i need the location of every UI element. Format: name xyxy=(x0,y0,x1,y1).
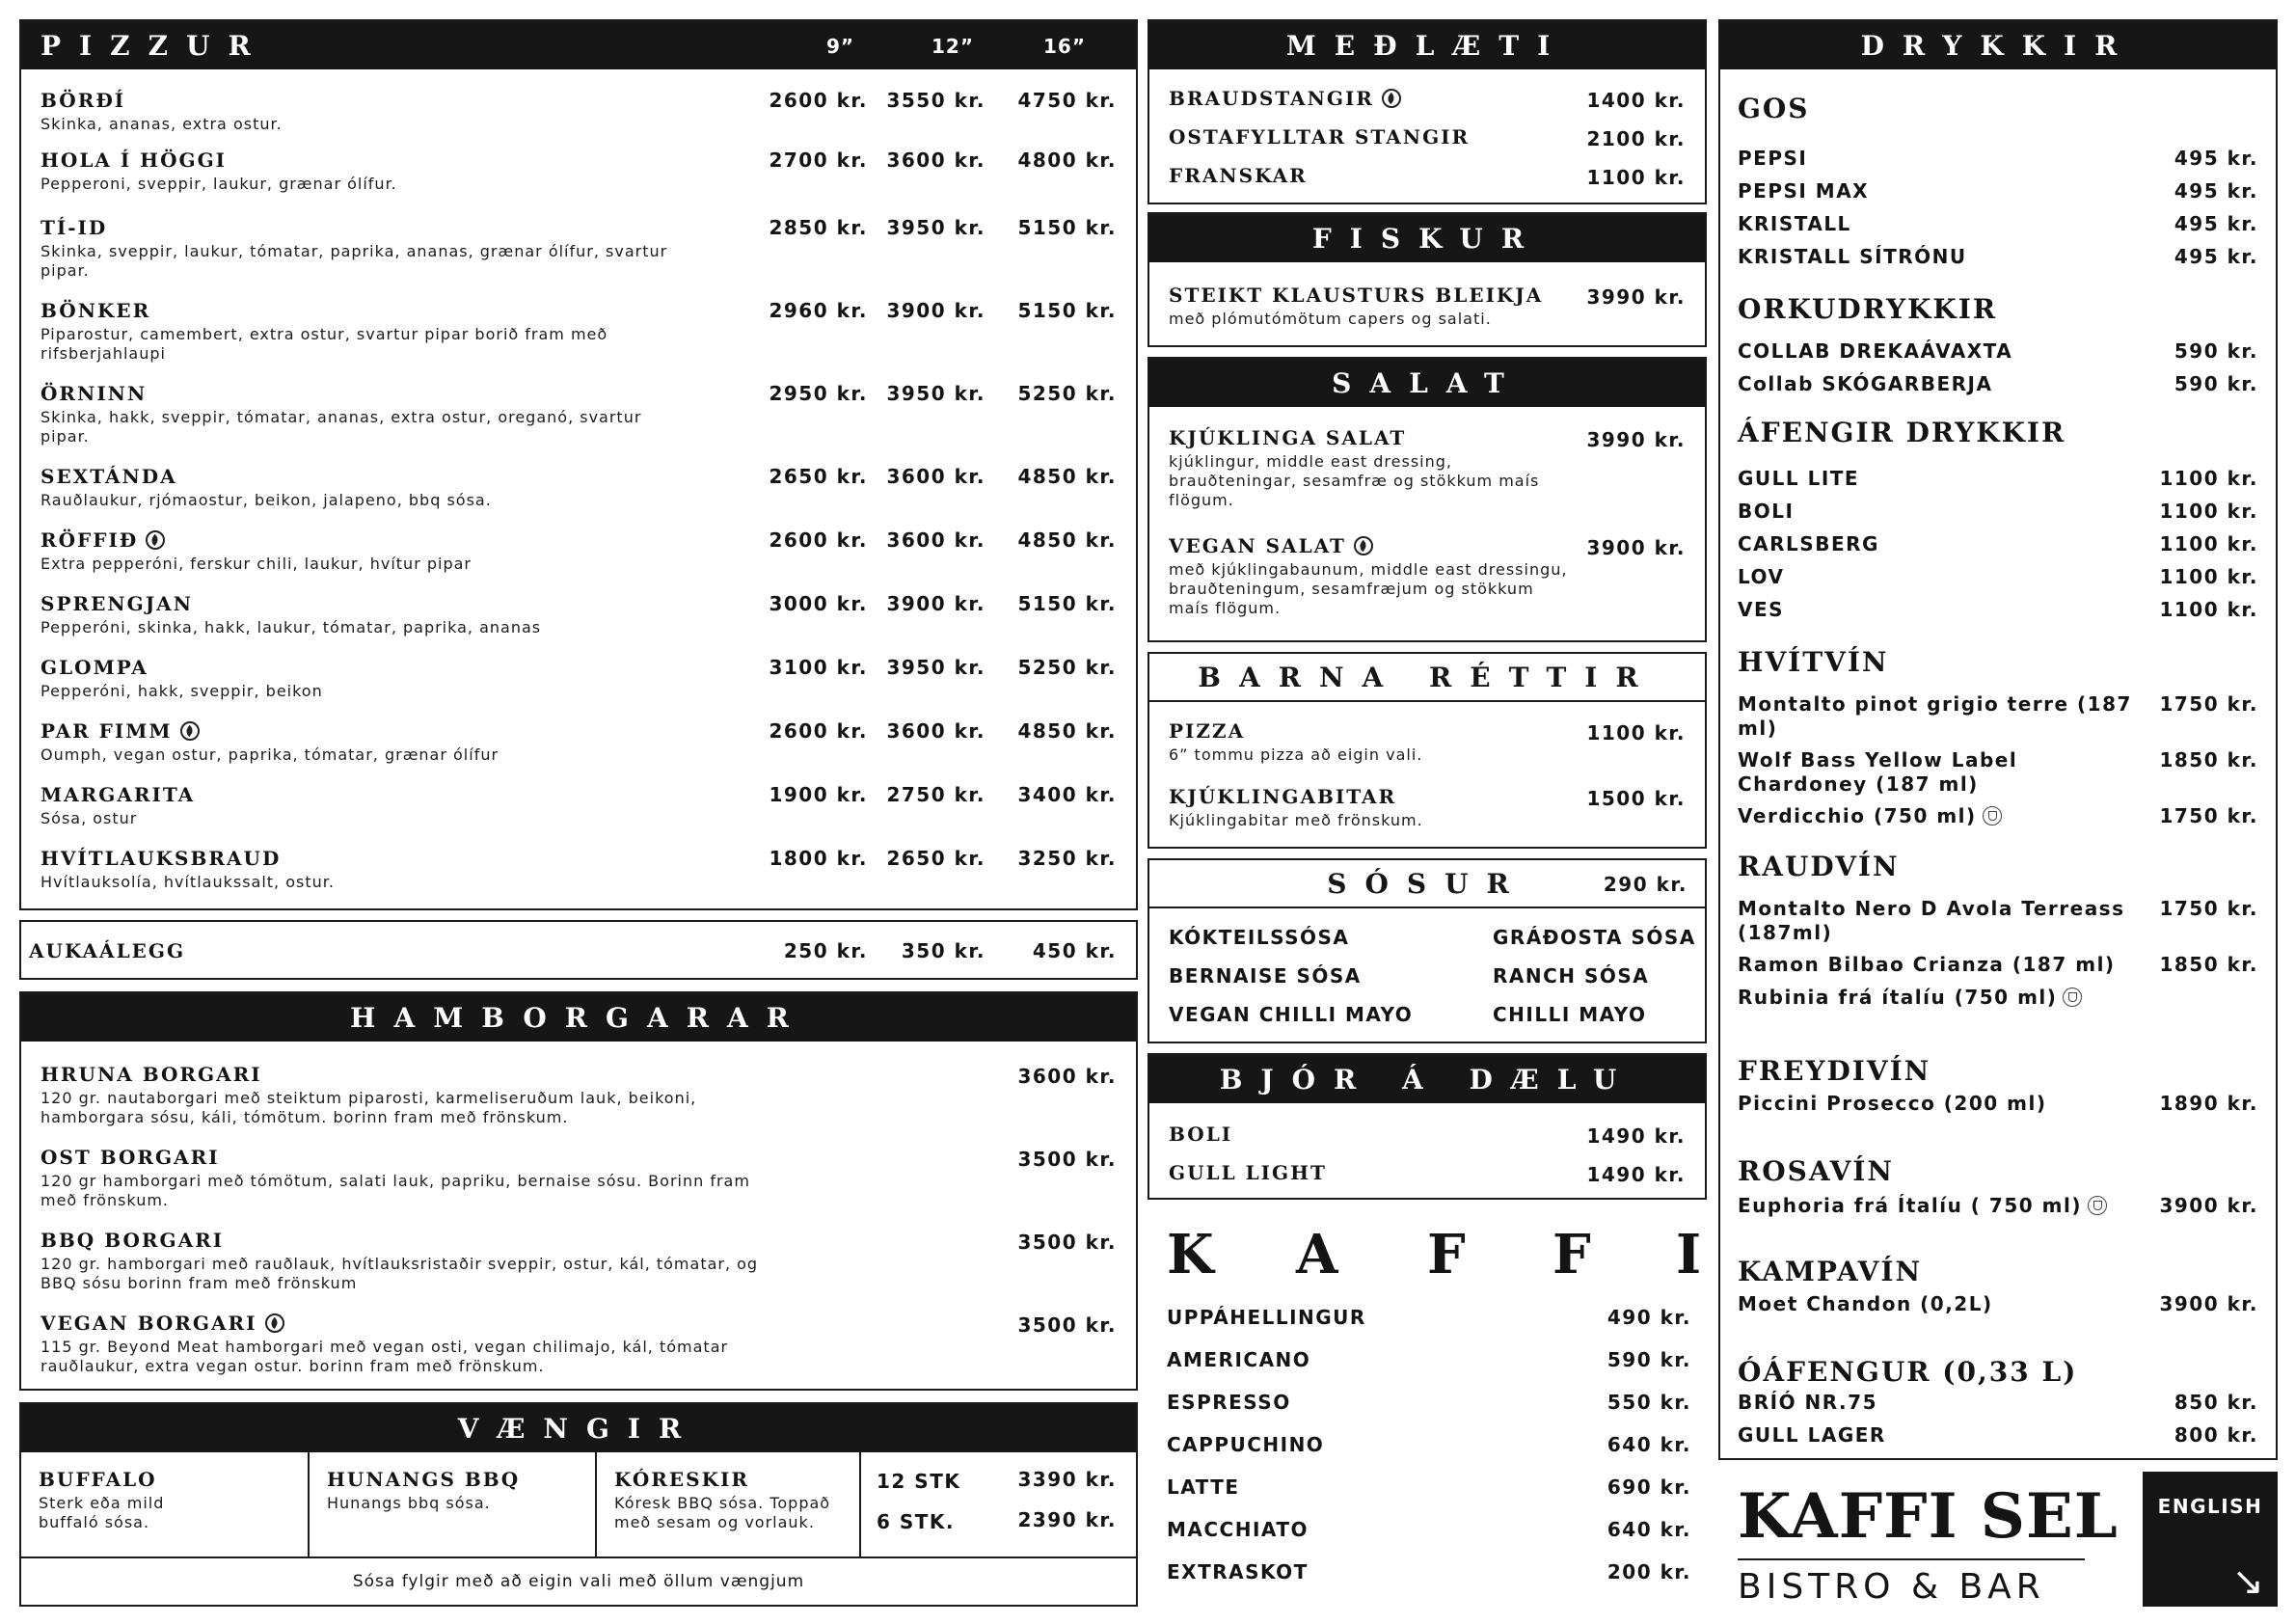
sauce-item: VEGAN CHILLI MAYO xyxy=(1169,1003,1414,1026)
drink-name-text: Verdicchio (750 ml) xyxy=(1738,804,1977,827)
pizza-item xyxy=(40,592,1117,637)
kids-desc: 6” tommu pizza að eigin vali. xyxy=(1169,745,1423,764)
beer-item xyxy=(1169,1161,1686,1184)
wine-glass-icon xyxy=(2063,988,2082,1007)
pizza-item xyxy=(40,656,1117,701)
wing-flavor-koreskir xyxy=(597,1452,861,1556)
pizza-price-9: 2850 kr. xyxy=(769,216,868,239)
wing-flavor-name: KÓRESKIR xyxy=(614,1468,749,1491)
kaffi-letter: A xyxy=(1296,1223,1338,1286)
burger-item xyxy=(40,1312,1117,1376)
coffee-price: 200 kr. xyxy=(1606,1560,1691,1583)
medlaeti-section xyxy=(1148,19,1707,204)
size-9-label: 9” xyxy=(825,35,854,58)
drink-price: 800 kr. xyxy=(2174,1423,2258,1447)
drink-item xyxy=(1738,1092,2258,1116)
pizza-name-text: TÍ-ID xyxy=(40,216,108,239)
drink-item xyxy=(1738,748,2258,797)
medlaeti-header: MEÐLÆTI xyxy=(1149,21,1705,69)
wing-flavor-desc: Kóresk BBQ sósa. Toppað með sesam og vorlauk. xyxy=(614,1494,831,1531)
drink-category: FREYDIVÍN xyxy=(1738,1055,1931,1087)
pizza-desc: Piparostur, camembert, extra ostur, svartur pipar borið fram með rifsberjahlaupi xyxy=(40,325,608,363)
pizza-price-12: 3550 kr. xyxy=(886,89,986,112)
coffee-name: MACCHIATO xyxy=(1167,1518,1309,1541)
side-item xyxy=(1169,87,1686,110)
pizza-price-12: 2650 kr. xyxy=(886,847,986,870)
sauce-item: BERNAISE SÓSA xyxy=(1169,964,1362,988)
fish-item xyxy=(1169,284,1686,329)
kids-name: KJÚKLINGABITAR xyxy=(1169,785,1397,808)
pizza-desc: Rauðlaukur, rjómaostur, beikon, jalapeno, bbq sósa. xyxy=(40,491,492,509)
pizza-name-text: BÖRÐÍ xyxy=(40,89,126,112)
hamborgarar-section xyxy=(19,991,1138,1391)
drink-category: RAUDVÍN xyxy=(1738,851,1900,882)
salat-header: SALAT xyxy=(1149,359,1705,407)
pizza-price-9: 1900 kr. xyxy=(769,783,868,806)
pizza-price-12: 3950 kr. xyxy=(886,382,986,405)
aukaalegg-row xyxy=(19,920,1138,980)
kaffi-letter: K xyxy=(1167,1223,1214,1286)
pizza-price-12: 3600 kr. xyxy=(886,528,986,552)
drink-name-text: Moet Chandon (0,2L) xyxy=(1738,1292,1993,1315)
wine-glass-icon xyxy=(2088,1196,2107,1215)
drink-name-text: Rubinia frá ítalíu (750 ml) xyxy=(1738,986,2058,1009)
kids-name: PIZZA xyxy=(1169,719,1246,743)
coffee-item xyxy=(1167,1518,1691,1541)
arrow-down-right-icon: ↘ xyxy=(2231,1559,2264,1604)
drink-name xyxy=(1738,986,2258,1010)
drink-price: 1850 kr. xyxy=(2159,748,2258,771)
drink-item xyxy=(1738,500,2258,524)
pizza-item xyxy=(40,149,1117,194)
pizza-price-12: 3950 kr. xyxy=(886,216,986,239)
vegan-leaf-icon xyxy=(1382,89,1401,108)
pizza-item xyxy=(40,382,1117,447)
kids-desc: Kjúklingabitar með frönskum. xyxy=(1169,811,1423,829)
pizza-name-text: MARGARITA xyxy=(40,783,196,806)
pizza-item xyxy=(40,465,1117,510)
wing-flavor-name: HUNANGS BBQ xyxy=(327,1468,521,1491)
burger-price: 3600 kr. xyxy=(1017,1065,1117,1088)
drink-price: 590 kr. xyxy=(2174,339,2258,363)
drink-item xyxy=(1738,1391,2258,1415)
kaffi-letter: F xyxy=(1427,1223,1466,1286)
coffee-name: LATTE xyxy=(1167,1475,1240,1499)
drink-item xyxy=(1738,532,2258,556)
drink-price: 1890 kr. xyxy=(2159,1092,2258,1115)
drink-name-text: BOLI xyxy=(1738,500,1795,523)
vaengir-section xyxy=(19,1402,1138,1607)
pizzur-header xyxy=(21,21,1136,69)
burger-item xyxy=(40,1229,1117,1293)
drink-item xyxy=(1738,598,2258,622)
aukaalegg-price-12: 350 kr. xyxy=(901,939,986,962)
vegan-leaf-icon xyxy=(146,530,165,550)
burger-price: 3500 kr. xyxy=(1017,1231,1117,1254)
pizza-price-9: 2960 kr. xyxy=(769,299,868,322)
drink-name-text: Collab SKÓGARBERJA xyxy=(1738,372,1993,395)
burger-name xyxy=(40,1312,1117,1335)
salad-name-text: VEGAN SALAT xyxy=(1169,534,1346,557)
pizza-price-9: 2600 kr. xyxy=(769,528,868,552)
pizza-price-12: 3900 kr. xyxy=(886,299,986,322)
burger-desc: 120 gr hamborgari með tómötum, salati lauk, papriku, bernaise sósu. Borinn fram með frönskum. xyxy=(40,1172,750,1209)
pizza-desc: Hvítlauksolía, hvítlaukssalt, ostur. xyxy=(40,873,335,891)
pizzur-section xyxy=(19,19,1138,910)
pizza-name-text: BÖNKER xyxy=(40,299,151,322)
size-16-label: 16” xyxy=(1043,35,1086,58)
pizza-price-16: 4850 kr. xyxy=(1017,528,1117,552)
pizza-item xyxy=(40,783,1117,828)
burger-desc: 115 gr. Beyond Meat hamborgari með vegan osti, vegan chilimajo, kál, tómatar rauðlaukur, extra vegan ostur. borinn fram með frönskum. xyxy=(40,1338,729,1375)
coffee-price: 640 kr. xyxy=(1606,1433,1691,1456)
drink-name-text: GULL LITE xyxy=(1738,467,1860,490)
drink-name-text: COLLAB DREKAÁVAXTA xyxy=(1738,339,2013,363)
drykkir-header: DRYKKIR xyxy=(1720,21,2276,69)
wing-size-qty: 6 STK. xyxy=(877,1510,956,1533)
side-name-text: BRAUDSTANGIR xyxy=(1169,87,1374,110)
kids-item xyxy=(1169,785,1686,830)
salat-section xyxy=(1148,357,1707,642)
brand-logo xyxy=(1738,1480,2119,1609)
coffee-price: 550 kr. xyxy=(1606,1391,1691,1414)
kids-price: 1100 kr. xyxy=(1586,721,1686,744)
pizza-price-16: 5150 kr. xyxy=(1017,592,1117,615)
pizza-name-text: PAR FIMM xyxy=(40,719,173,743)
coffee-item xyxy=(1167,1475,1691,1499)
drykkir-section xyxy=(1718,19,2278,1460)
sosur-header xyxy=(1149,860,1705,908)
sosur-title: SÓSUR xyxy=(1327,867,1527,900)
wing-size-qty: 12 STK xyxy=(877,1470,961,1493)
drink-category: ÓÁFENGUR (0,33 L) xyxy=(1738,1356,2078,1388)
drink-item xyxy=(1738,804,2258,828)
drink-name-text: KRISTALL xyxy=(1738,212,1851,235)
drink-item xyxy=(1738,692,2258,741)
pizza-name-text: GLOMPA xyxy=(40,656,148,679)
drink-name-text: Ramon Bilbao Crianza (187 ml) xyxy=(1738,953,2116,976)
drink-price: 495 kr. xyxy=(2174,212,2258,235)
burger-price: 3500 kr. xyxy=(1017,1313,1117,1337)
pizza-price-9: 2600 kr. xyxy=(769,719,868,743)
pizza-item xyxy=(40,216,1117,281)
wing-flavor-desc: Sterk eða mild buffaló sósa. xyxy=(39,1494,165,1531)
coffee-name: CAPPUCHINO xyxy=(1167,1433,1325,1456)
drink-price: 3900 kr. xyxy=(2159,1292,2258,1315)
vegan-leaf-icon xyxy=(180,721,200,741)
pizza-price-16: 5250 kr. xyxy=(1017,382,1117,405)
coffee-item xyxy=(1167,1391,1691,1414)
pizza-price-16: 4850 kr. xyxy=(1017,465,1117,488)
sauce-item: KÓKTEILSSÓSA xyxy=(1169,926,1350,949)
pizza-price-9: 3100 kr. xyxy=(769,656,868,679)
pizza-price-16: 4750 kr. xyxy=(1017,89,1117,112)
drink-item xyxy=(1738,179,2258,203)
item-desc: með plómutómötum capers og salati. xyxy=(1169,310,1492,328)
burger-name xyxy=(40,1146,1117,1169)
fiskur-header: FISKUR xyxy=(1149,214,1705,262)
coffee-name: UPPÁHELLINGUR xyxy=(1167,1306,1366,1329)
pizza-name-text: HOLA Í HÖGGI xyxy=(40,149,228,172)
pizzur-title: PIZZUR xyxy=(40,29,269,62)
pizza-price-9: 2700 kr. xyxy=(769,149,868,172)
wing-size-price: 3390 kr. xyxy=(1017,1468,1117,1491)
pizza-item xyxy=(40,719,1117,765)
pizza-item xyxy=(40,299,1117,364)
salad-name-text: KJÚKLINGA SALAT xyxy=(1169,426,1407,449)
aukaalegg-price-9: 250 kr. xyxy=(783,939,868,962)
vegan-leaf-icon xyxy=(265,1313,284,1333)
salad-price: 3990 kr. xyxy=(1586,428,1686,451)
drink-item xyxy=(1738,1194,2258,1218)
drink-name-text: GULL LAGER xyxy=(1738,1423,1886,1447)
pizza-price-9: 1800 kr. xyxy=(769,847,868,870)
drink-item xyxy=(1738,565,2258,589)
pizza-price-12: 3950 kr. xyxy=(886,656,986,679)
coffee-item xyxy=(1167,1560,1691,1583)
burger-price: 3500 kr. xyxy=(1017,1148,1117,1171)
sosur-price: 290 kr. xyxy=(1603,873,1688,896)
beer-name: BOLI xyxy=(1169,1123,1233,1146)
salad-item xyxy=(1169,534,1686,618)
pizza-price-16: 3400 kr. xyxy=(1017,783,1117,806)
drink-name-text: Montalto pinot grigio terre (187 ml) xyxy=(1738,692,2132,740)
aukaalegg-price-16: 450 kr. xyxy=(1032,939,1117,962)
drink-item xyxy=(1738,1423,2258,1448)
drink-price: 1100 kr. xyxy=(2159,500,2258,523)
aukaalegg-label: AUKAÁLEGG xyxy=(29,939,186,962)
burger-desc: 120 gr. hamborgari með rauðlauk, hvítlauksristaðir sveppir, ostur, kál, tómatar, og BBQ sósu borinn fram með frönskum xyxy=(40,1255,759,1292)
drink-item xyxy=(1738,372,2258,396)
drink-price: 590 kr. xyxy=(2174,372,2258,395)
vegan-leaf-icon xyxy=(1354,536,1373,555)
drink-category: ÁFENGIR DRYKKIR xyxy=(1738,417,2066,448)
coffee-name: ESPRESSO xyxy=(1167,1391,1291,1414)
sauce-item: GRÁÐOSTA SÓSA xyxy=(1493,926,1696,949)
coffee-price: 590 kr. xyxy=(1606,1348,1691,1371)
burger-name-text: HRUNA BORGARI xyxy=(40,1063,262,1086)
side-item xyxy=(1169,125,1686,149)
drink-name-text: BRÍÓ NR.75 xyxy=(1738,1391,1877,1414)
burger-name-text: OST BORGARI xyxy=(40,1146,220,1169)
drink-name-text: KRISTALL SÍTRÓNU xyxy=(1738,245,1967,268)
drink-price: 1100 kr. xyxy=(2159,467,2258,490)
drink-price: 1100 kr. xyxy=(2159,532,2258,555)
drink-category: GOS xyxy=(1738,93,1810,124)
fiskur-section xyxy=(1148,212,1707,347)
kids-price: 1500 kr. xyxy=(1586,787,1686,810)
beer-price: 1490 kr. xyxy=(1586,1124,1686,1148)
drink-item xyxy=(1738,953,2258,977)
beer-name: GULL LIGHT xyxy=(1169,1161,1327,1184)
sauce-item: RANCH SÓSA xyxy=(1493,964,1650,988)
pizza-price-12: 3900 kr. xyxy=(886,592,986,615)
drink-category: KAMPAVÍN xyxy=(1738,1256,1923,1287)
drink-name-text: Piccini Prosecco (200 ml) xyxy=(1738,1092,2047,1115)
drink-item xyxy=(1738,1292,2258,1316)
drink-name-text: CARLSBERG xyxy=(1738,532,1879,555)
pizza-desc: Skinka, hakk, sveppir, tómatar, ananas, extra ostur, oreganó, svartur pipar. xyxy=(40,408,642,446)
burger-name xyxy=(40,1229,1117,1252)
drink-price: 495 kr. xyxy=(2174,245,2258,268)
wing-flavor-hunangs xyxy=(310,1452,597,1556)
item-name: STEIKT KLAUSTURS BLEIKJA xyxy=(1169,284,1544,307)
drink-price: 495 kr. xyxy=(2174,179,2258,203)
pizza-name-text: SEXTÁNDA xyxy=(40,465,177,488)
drink-price: 1750 kr. xyxy=(2159,804,2258,827)
coffee-price: 490 kr. xyxy=(1606,1306,1691,1329)
wing-size-price: 2390 kr. xyxy=(1017,1508,1117,1531)
kids-item xyxy=(1169,719,1686,765)
bjor-header: BJÓR Á DÆLU xyxy=(1149,1055,1705,1103)
wing-footer: Sósa fylgir með að eigin vali með öllum vængjum xyxy=(21,1556,1136,1605)
pizza-desc: Skinka, sveppir, laukur, tómatar, paprika, ananas, grænar ólífur, svartur pipar. xyxy=(40,242,668,280)
vaengir-header: VÆNGIR xyxy=(21,1404,1136,1452)
burger-item xyxy=(40,1063,1117,1127)
pizza-price-12: 2750 kr. xyxy=(886,783,986,806)
drink-name-text: Montalto Nero D Avola Terreass (187ml) xyxy=(1738,897,2125,944)
coffee-item xyxy=(1167,1433,1691,1456)
pizza-name-text: RÖFFIÐ xyxy=(40,528,139,552)
burger-name-text: BBQ BORGARI xyxy=(40,1229,225,1252)
drink-category: ROSAVÍN xyxy=(1738,1155,1894,1187)
kaffi-letter: I xyxy=(1676,1223,1702,1286)
drink-item xyxy=(1738,986,2258,1010)
burger-name xyxy=(40,1063,1117,1086)
salad-price: 3900 kr. xyxy=(1586,536,1686,559)
coffee-price: 640 kr. xyxy=(1606,1518,1691,1541)
pizza-desc: Pepperóni, skinka, hakk, laukur, tómatar, paprika, ananas xyxy=(40,618,542,636)
coffee-name: EXTRASKOT xyxy=(1167,1560,1309,1583)
side-price: 1400 kr. xyxy=(1586,89,1686,112)
wing-flavor-desc: Hunangs bbq sósa. xyxy=(327,1494,491,1512)
pizza-price-9: 3000 kr. xyxy=(769,592,868,615)
sauce-item: CHILLI MAYO xyxy=(1493,1003,1647,1026)
coffee-price: 690 kr. xyxy=(1606,1475,1691,1499)
drink-category: ORKUDRYKKIR xyxy=(1738,293,1998,325)
pizza-price-16: 5150 kr. xyxy=(1017,216,1117,239)
drink-item xyxy=(1738,245,2258,269)
pizza-item xyxy=(40,847,1117,892)
coffee-item xyxy=(1167,1348,1691,1371)
drink-name-text: VES xyxy=(1738,598,1785,621)
pizza-price-16: 5250 kr. xyxy=(1017,656,1117,679)
side-name-text: OSTAFYLLTAR STANGIR xyxy=(1169,125,1471,149)
salad-item xyxy=(1169,426,1686,510)
drink-name-text: Euphoria frá Ítalíu ( 750 ml) xyxy=(1738,1194,2082,1217)
pizza-price-9: 2650 kr. xyxy=(769,465,868,488)
coffee-item xyxy=(1167,1306,1691,1329)
item-price: 3990 kr. xyxy=(1586,285,1686,309)
pizza-desc: Pepperóni, hakk, sveppir, beikon xyxy=(40,682,323,700)
side-name-text: FRANSKAR xyxy=(1169,164,1308,187)
pizza-price-16: 5150 kr. xyxy=(1017,299,1117,322)
beer-price: 1490 kr. xyxy=(1586,1163,1686,1186)
drink-item xyxy=(1738,897,2258,945)
hamborgarar-header: HAMBORGARAR xyxy=(21,993,1136,1042)
pizza-item xyxy=(40,528,1117,574)
drink-price: 3900 kr. xyxy=(2159,1194,2258,1217)
drink-name-text: PEPSI MAX xyxy=(1738,179,1870,203)
drink-name-text: PEPSI xyxy=(1738,147,1808,170)
salad-desc: kjúklingur, middle east dressing, brauðteningar, sesamfræ og stökkum maís flögum. xyxy=(1169,452,1540,509)
sosur-section xyxy=(1148,858,1707,1043)
drink-price: 1750 kr. xyxy=(2159,897,2258,920)
barna-header: BARNA RÉTTIR xyxy=(1149,654,1705,702)
english-label: ENGLISH xyxy=(2157,1495,2263,1518)
burger-desc: 120 gr. nautaborgari með steiktum piparosti, karmeliseruðum lauk, beikoni, hamborgara sósu, káli, tómötum. borinn fram með frönskum. xyxy=(40,1089,697,1126)
pizza-item xyxy=(40,89,1117,134)
beer-item xyxy=(1169,1123,1686,1146)
wine-glass-icon xyxy=(1983,806,2002,826)
side-price: 2100 kr. xyxy=(1586,127,1686,150)
burger-item xyxy=(40,1146,1117,1210)
pizza-price-9: 2950 kr. xyxy=(769,382,868,405)
burger-name-text: VEGAN BORGARI xyxy=(40,1312,257,1335)
drink-price: 495 kr. xyxy=(2174,147,2258,170)
drink-item xyxy=(1738,147,2258,171)
wing-flavor-buffalo xyxy=(21,1452,310,1556)
drink-item xyxy=(1738,212,2258,236)
drink-name-text: LOV xyxy=(1738,565,1785,588)
drink-price: 850 kr. xyxy=(2174,1391,2258,1414)
pizza-desc: Oumph, vegan ostur, paprika, tómatar, grænar ólífur xyxy=(40,745,500,764)
drink-price: 1850 kr. xyxy=(2159,953,2258,976)
pizza-price-12: 3600 kr. xyxy=(886,719,986,743)
drink-item xyxy=(1738,467,2258,491)
bjor-section xyxy=(1148,1053,1707,1200)
pizza-desc: Pepperoni, sveppir, laukur, grænar ólífur. xyxy=(40,175,397,193)
drink-item xyxy=(1738,339,2258,364)
english-button[interactable] xyxy=(2143,1472,2278,1607)
side-item xyxy=(1169,164,1686,187)
wing-flavor-name: BUFFALO xyxy=(39,1468,157,1491)
pizza-price-12: 3600 kr. xyxy=(886,465,986,488)
drink-price: 1750 kr. xyxy=(2159,692,2258,716)
barna-section xyxy=(1148,652,1707,849)
drink-name-text: Wolf Bass Yellow Label Chardoney (187 ml) xyxy=(1738,748,2018,796)
size-12-label: 12” xyxy=(932,35,974,58)
brand-tagline: BISTRO & BAR xyxy=(1738,1567,2045,1607)
pizza-price-9: 2600 kr. xyxy=(769,89,868,112)
pizza-price-12: 3600 kr. xyxy=(886,149,986,172)
pizza-desc: Sósa, ostur xyxy=(40,809,138,827)
pizza-name-text: ÖRNINN xyxy=(40,382,148,405)
brand-name: KAFFI SEL xyxy=(1738,1480,2119,1553)
brand-divider xyxy=(1738,1558,2085,1560)
pizza-price-16: 4800 kr. xyxy=(1017,149,1117,172)
drink-price: 1100 kr. xyxy=(2159,598,2258,621)
pizza-name-text: SPRENGJAN xyxy=(40,592,193,615)
coffee-name: AMERICANO xyxy=(1167,1348,1311,1371)
pizza-name-text: HVÍTLAUKSBRAUD xyxy=(40,847,282,870)
side-price: 1100 kr. xyxy=(1586,166,1686,189)
pizza-desc: Extra pepperóni, ferskur chili, laukur, hvítur pipar xyxy=(40,555,472,573)
pizza-price-16: 3250 kr. xyxy=(1017,847,1117,870)
pizza-desc: Skinka, ananas, extra ostur. xyxy=(40,115,283,133)
kaffi-letter: F xyxy=(1552,1223,1591,1286)
pizza-price-16: 4850 kr. xyxy=(1017,719,1117,743)
drink-category: HVÍTVÍN xyxy=(1738,646,1889,678)
wing-sizes xyxy=(861,1452,1136,1556)
drink-price: 1100 kr. xyxy=(2159,565,2258,588)
salad-desc: með kjúklingabaunum, middle east dressingu, brauðteningum, sesamfræjum og stökkum maís flögum. xyxy=(1169,560,1568,617)
